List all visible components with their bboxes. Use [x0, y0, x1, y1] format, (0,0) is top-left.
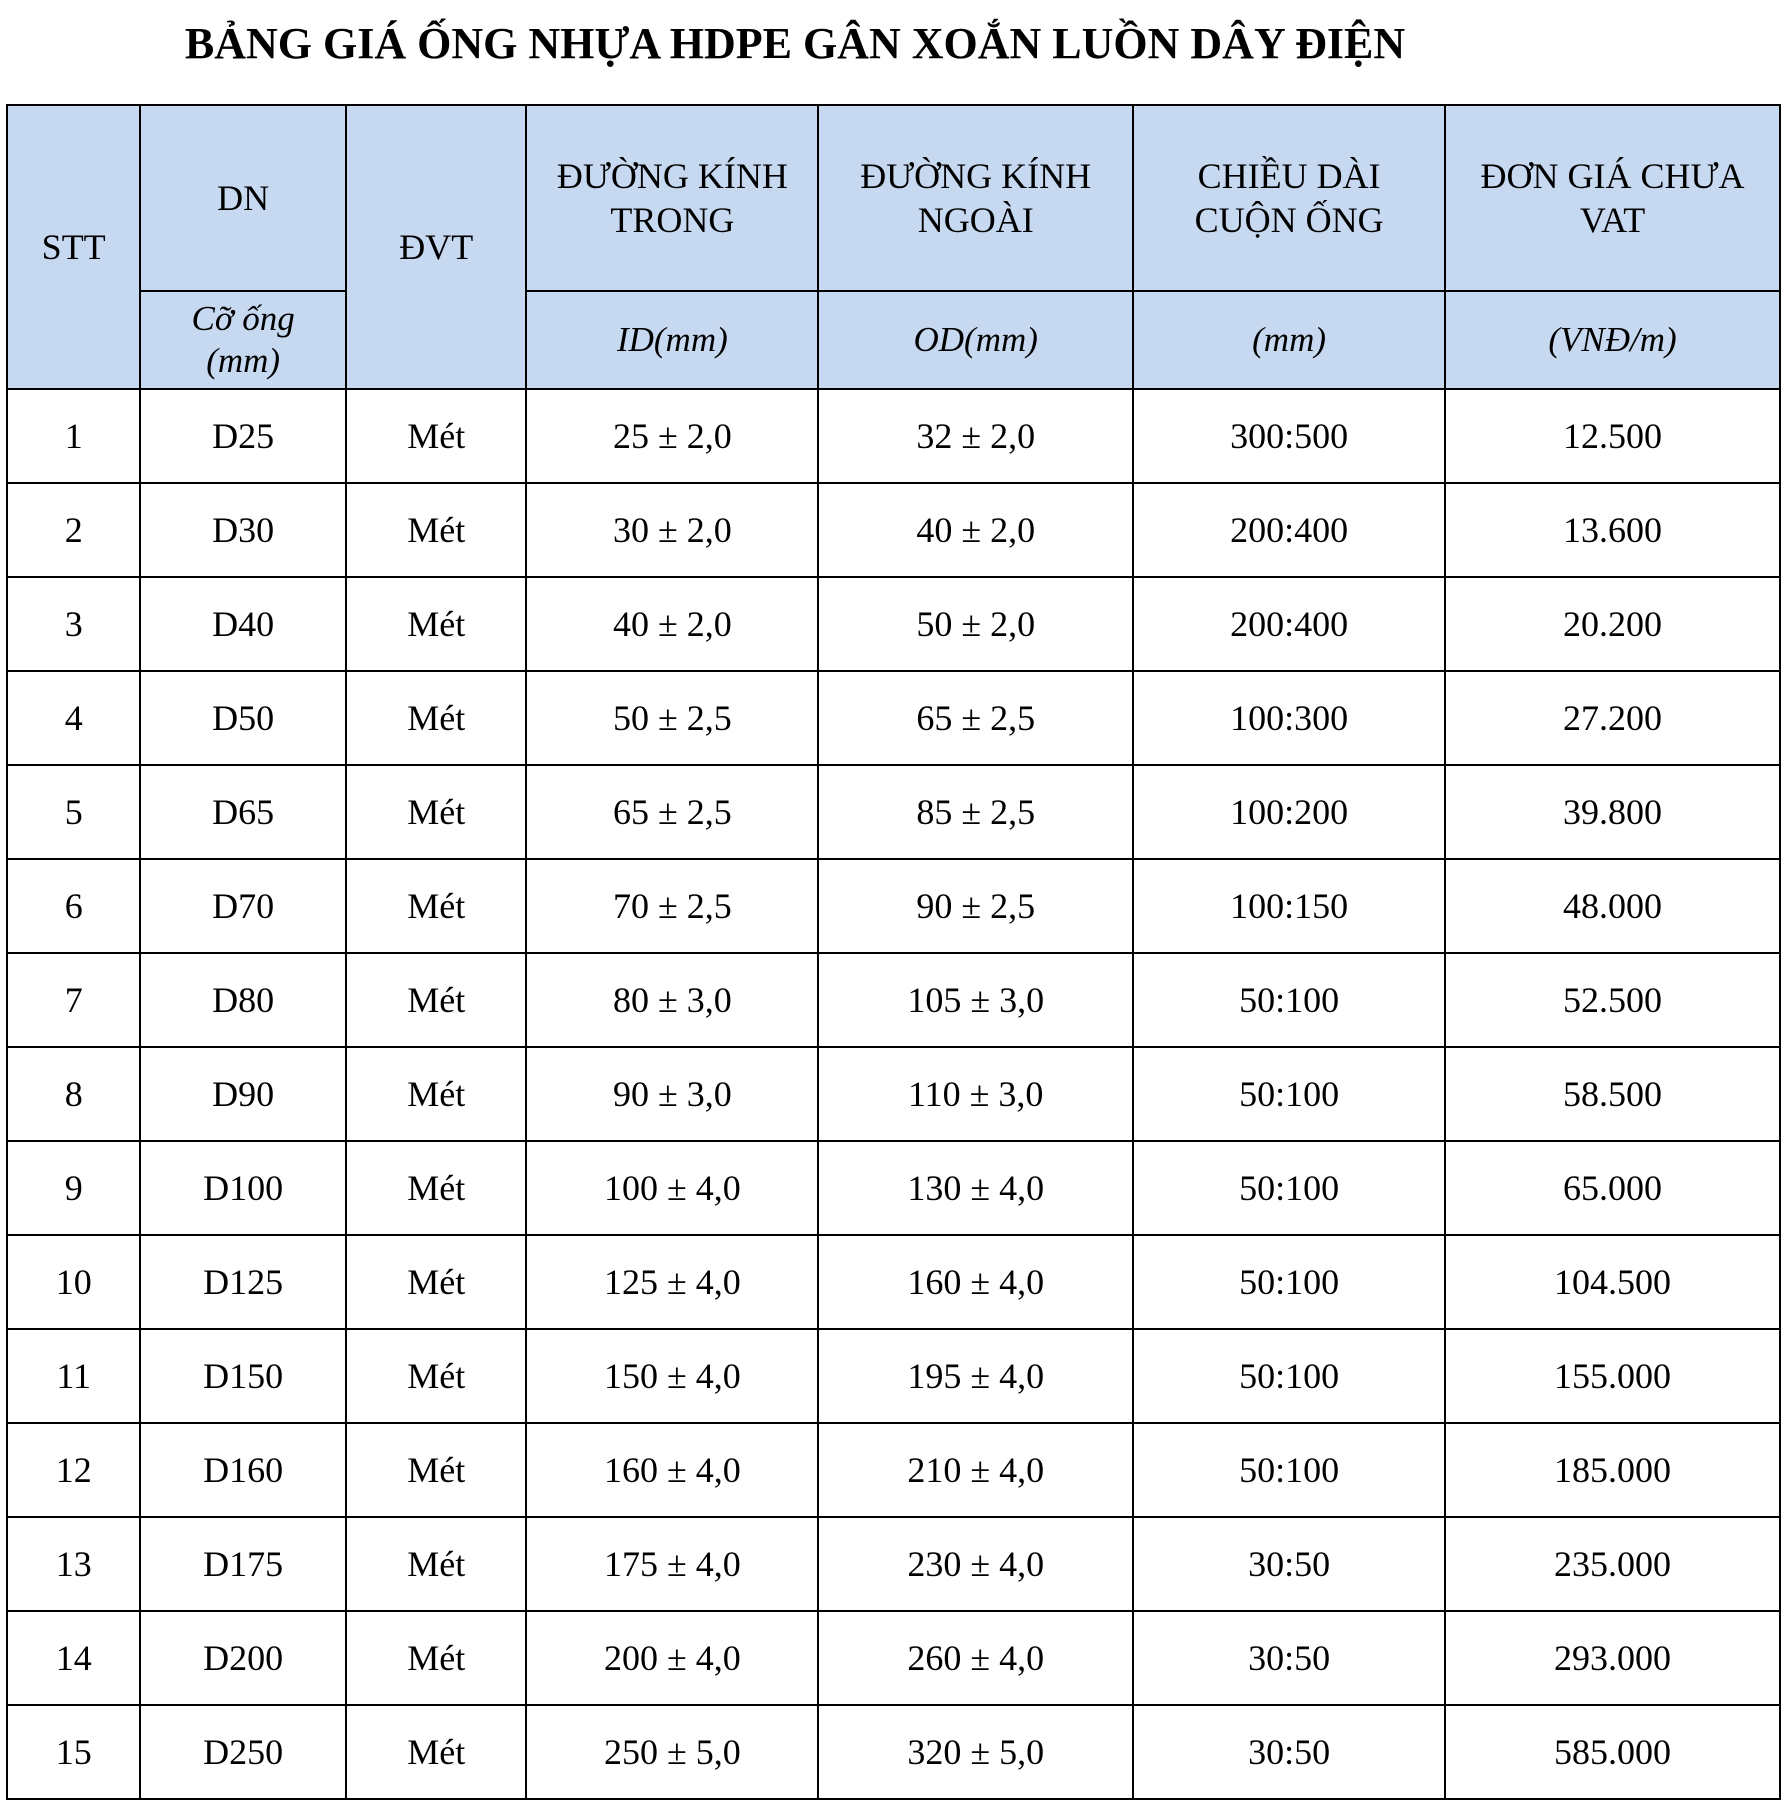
column-header-inner-diameter: [526, 105, 818, 291]
cell-dvt: Mét: [346, 577, 527, 671]
cell-price: 20.200: [1445, 577, 1780, 671]
cell-inner-diameter: 30 ± 2,0: [526, 483, 818, 577]
cell-coil-length: 100:150: [1133, 859, 1445, 953]
cell-coil-length: 100:200: [1133, 765, 1445, 859]
column-header-price: [1445, 105, 1780, 291]
cell-inner-diameter: 40 ± 2,0: [526, 577, 818, 671]
cell-dn: D90: [140, 1047, 346, 1141]
price-header-line: VAT: [1579, 200, 1646, 240]
cell-inner-diameter: 150 ± 4,0: [526, 1329, 818, 1423]
cell-outer-diameter: 110 ± 3,0: [818, 1047, 1133, 1141]
cell-dn: D160: [140, 1423, 346, 1517]
outer-diameter-header-line: ĐƯỜNG KÍNH: [860, 156, 1092, 196]
cell-stt: 7: [7, 953, 140, 1047]
cell-stt: 10: [7, 1235, 140, 1329]
column-header-coil-length: [1133, 105, 1445, 291]
table-row: [7, 671, 1780, 765]
cell-dvt: Mét: [346, 1141, 527, 1235]
price-table: [6, 104, 1781, 1800]
cell-inner-diameter: 125 ± 4,0: [526, 1235, 818, 1329]
cell-dn: D175: [140, 1517, 346, 1611]
cell-stt: 6: [7, 859, 140, 953]
cell-price: 58.500: [1445, 1047, 1780, 1141]
cell-stt: 11: [7, 1329, 140, 1423]
cell-outer-diameter: 130 ± 4,0: [818, 1141, 1133, 1235]
table-row: [7, 1705, 1780, 1799]
cell-outer-diameter: 195 ± 4,0: [818, 1329, 1133, 1423]
header-row-sub: [7, 291, 1780, 389]
outer-diameter-header-line: NGOÀI: [917, 200, 1034, 240]
cell-coil-length: 50:100: [1133, 1141, 1445, 1235]
table-row: [7, 1517, 1780, 1611]
table-row: [7, 483, 1780, 577]
cell-coil-length: 30:50: [1133, 1517, 1445, 1611]
cell-coil-length: 50:100: [1133, 1329, 1445, 1423]
cell-stt: 13: [7, 1517, 140, 1611]
cell-price: 155.000: [1445, 1329, 1780, 1423]
cell-dvt: Mét: [346, 1329, 527, 1423]
cell-dvt: Mét: [346, 953, 527, 1047]
cell-coil-length: 200:400: [1133, 483, 1445, 577]
cell-outer-diameter: 320 ± 5,0: [818, 1705, 1133, 1799]
cell-inner-diameter: 200 ± 4,0: [526, 1611, 818, 1705]
cell-price: 12.500: [1445, 389, 1780, 483]
cell-stt: 3: [7, 577, 140, 671]
column-header-stt: STT: [7, 105, 140, 389]
cell-dn: D30: [140, 483, 346, 577]
cell-price: 235.000: [1445, 1517, 1780, 1611]
cell-inner-diameter: 50 ± 2,5: [526, 671, 818, 765]
cell-dvt: Mét: [346, 1517, 527, 1611]
cell-inner-diameter: 175 ± 4,0: [526, 1517, 818, 1611]
cell-dvt: Mét: [346, 1047, 527, 1141]
cell-outer-diameter: 105 ± 3,0: [818, 953, 1133, 1047]
cell-inner-diameter: 90 ± 3,0: [526, 1047, 818, 1141]
table-row: [7, 577, 1780, 671]
cell-price: 48.000: [1445, 859, 1780, 953]
cell-stt: 14: [7, 1611, 140, 1705]
page-title: BẢNG GIÁ ỐNG NHỰA HDPE GÂN XOẮN LUỒN DÂY ĐIỆN: [184, 19, 1406, 68]
cell-dn: D250: [140, 1705, 346, 1799]
coil-length-header-line: CUỘN ỐNG: [1194, 200, 1384, 240]
cell-inner-diameter: 25 ± 2,0: [526, 389, 818, 483]
cell-outer-diameter: 32 ± 2,0: [818, 389, 1133, 483]
table-row: [7, 1047, 1780, 1141]
table-row: [7, 953, 1780, 1047]
cell-dvt: Mét: [346, 1423, 527, 1517]
cell-price: 39.800: [1445, 765, 1780, 859]
column-header-outer-diameter: [818, 105, 1133, 291]
cell-inner-diameter: 160 ± 4,0: [526, 1423, 818, 1517]
cell-price: 104.500: [1445, 1235, 1780, 1329]
cell-price: 13.600: [1445, 483, 1780, 577]
inner-diameter-header-line: TRONG: [610, 200, 735, 240]
cell-inner-diameter: 70 ± 2,5: [526, 859, 818, 953]
cell-dn: D200: [140, 1611, 346, 1705]
header-row-main: [7, 105, 1780, 291]
cell-inner-diameter: 80 ± 3,0: [526, 953, 818, 1047]
cell-dn: D100: [140, 1141, 346, 1235]
cell-inner-diameter: 100 ± 4,0: [526, 1141, 818, 1235]
cell-stt: 2: [7, 483, 140, 577]
column-subheader-coil-length: (mm): [1133, 291, 1445, 389]
cell-outer-diameter: 260 ± 4,0: [818, 1611, 1133, 1705]
table-row: [7, 389, 1780, 483]
dn-subheader-line: Cỡ ống: [191, 299, 295, 338]
cell-dvt: Mét: [346, 1705, 527, 1799]
cell-dvt: Mét: [346, 389, 527, 483]
cell-dn: D70: [140, 859, 346, 953]
cell-coil-length: 100:300: [1133, 671, 1445, 765]
table-row: [7, 1611, 1780, 1705]
cell-price: 585.000: [1445, 1705, 1780, 1799]
cell-outer-diameter: 85 ± 2,5: [818, 765, 1133, 859]
table-row: [7, 1329, 1780, 1423]
cell-inner-diameter: 65 ± 2,5: [526, 765, 818, 859]
table-row: [7, 1235, 1780, 1329]
column-subheader-inner-diameter: ID(mm): [526, 291, 818, 389]
column-subheader-price: (VNĐ/m): [1445, 291, 1780, 389]
cell-price: 27.200: [1445, 671, 1780, 765]
column-subheader-outer-diameter: OD(mm): [818, 291, 1133, 389]
cell-price: 185.000: [1445, 1423, 1780, 1517]
cell-dn: D25: [140, 389, 346, 483]
cell-stt: 12: [7, 1423, 140, 1517]
cell-stt: 15: [7, 1705, 140, 1799]
cell-dn: D65: [140, 765, 346, 859]
cell-outer-diameter: 65 ± 2,5: [818, 671, 1133, 765]
cell-dn: D40: [140, 577, 346, 671]
cell-stt: 1: [7, 389, 140, 483]
cell-price: 65.000: [1445, 1141, 1780, 1235]
cell-dn: D50: [140, 671, 346, 765]
inner-diameter-header-line: ĐƯỜNG KÍNH: [556, 156, 788, 196]
cell-stt: 8: [7, 1047, 140, 1141]
dn-subheader-line: (mm): [206, 341, 281, 380]
table-row: [7, 859, 1780, 953]
cell-coil-length: 50:100: [1133, 1047, 1445, 1141]
cell-dvt: Mét: [346, 483, 527, 577]
cell-inner-diameter: 250 ± 5,0: [526, 1705, 818, 1799]
cell-price: 293.000: [1445, 1611, 1780, 1705]
cell-stt: 5: [7, 765, 140, 859]
cell-coil-length: 50:100: [1133, 1235, 1445, 1329]
cell-dvt: Mét: [346, 765, 527, 859]
coil-length-header-line: CHIỀU DÀI: [1197, 156, 1381, 196]
cell-outer-diameter: 210 ± 4,0: [818, 1423, 1133, 1517]
cell-dvt: Mét: [346, 671, 527, 765]
column-subheader-dn: [140, 291, 346, 389]
cell-dvt: Mét: [346, 1611, 527, 1705]
cell-coil-length: 50:100: [1133, 953, 1445, 1047]
cell-outer-diameter: 40 ± 2,0: [818, 483, 1133, 577]
cell-outer-diameter: 160 ± 4,0: [818, 1235, 1133, 1329]
cell-dvt: Mét: [346, 859, 527, 953]
cell-outer-diameter: 50 ± 2,0: [818, 577, 1133, 671]
cell-price: 52.500: [1445, 953, 1780, 1047]
cell-coil-length: 200:400: [1133, 577, 1445, 671]
cell-outer-diameter: 230 ± 4,0: [818, 1517, 1133, 1611]
cell-dn: D80: [140, 953, 346, 1047]
cell-coil-length: 50:100: [1133, 1423, 1445, 1517]
cell-stt: 9: [7, 1141, 140, 1235]
price-header-line: ĐƠN GIÁ CHƯA: [1480, 156, 1745, 196]
cell-outer-diameter: 90 ± 2,5: [818, 859, 1133, 953]
cell-dn: D150: [140, 1329, 346, 1423]
cell-dvt: Mét: [346, 1235, 527, 1329]
cell-coil-length: 300:500: [1133, 389, 1445, 483]
cell-dn: D125: [140, 1235, 346, 1329]
cell-stt: 4: [7, 671, 140, 765]
column-header-dn: DN: [140, 105, 346, 291]
cell-coil-length: 30:50: [1133, 1705, 1445, 1799]
table-row: [7, 765, 1780, 859]
cell-coil-length: 30:50: [1133, 1611, 1445, 1705]
column-header-dvt: ĐVT: [346, 105, 527, 389]
table-row: [7, 1423, 1780, 1517]
table-row: [7, 1141, 1780, 1235]
